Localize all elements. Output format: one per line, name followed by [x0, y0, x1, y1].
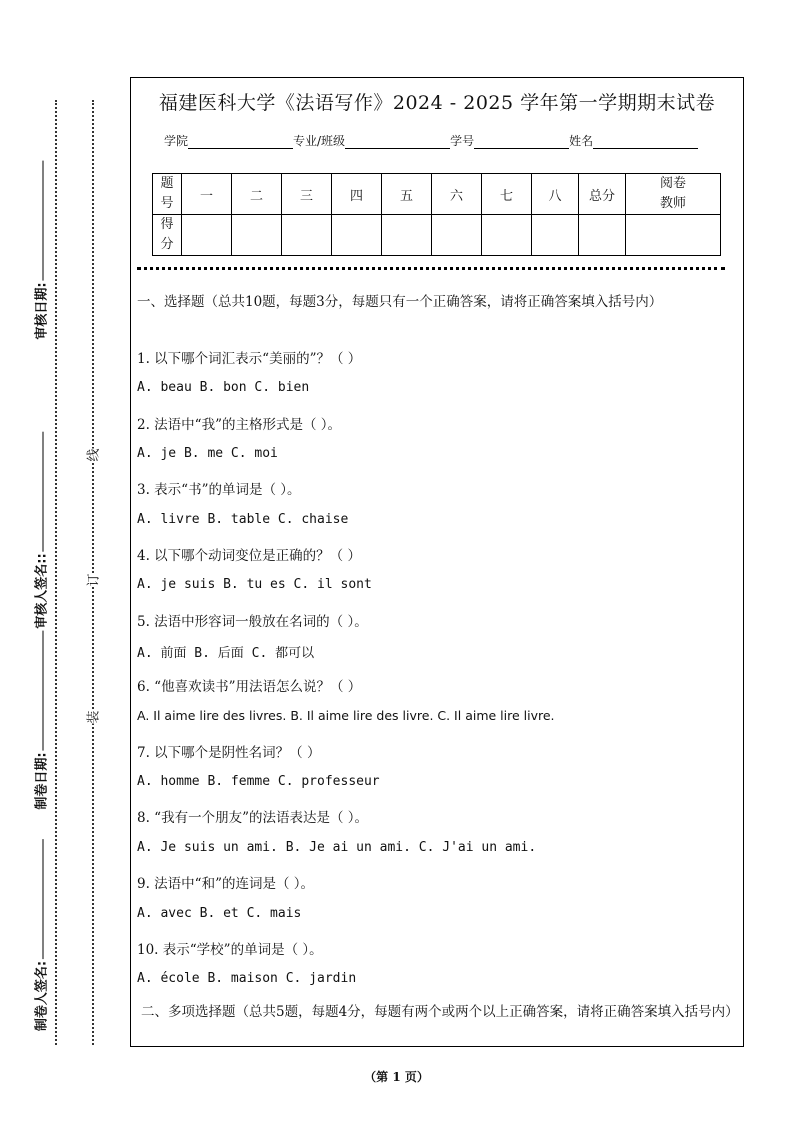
- reviewer-sign-label: 审核人签名::: [31, 429, 50, 630]
- options-8: A. Je suis un ami. B. Je ai un ami. C. J'ai un ami.: [137, 840, 537, 855]
- score-cell-8[interactable]: [532, 215, 579, 256]
- college-label: 学院: [164, 134, 189, 148]
- score-cell-total[interactable]: [579, 215, 626, 256]
- binding-mark-ding: 订: [81, 573, 104, 586]
- score-cell-7[interactable]: [482, 215, 532, 256]
- options-3: A. livre B. table C. chaise: [137, 512, 349, 527]
- col-2: 二: [232, 174, 282, 215]
- row-head-score: [153, 215, 182, 256]
- score-cell-2[interactable]: [232, 215, 282, 256]
- col-total: 总分: [579, 174, 626, 215]
- score-table-score-row: [153, 215, 721, 256]
- college-blank[interactable]: [188, 136, 293, 149]
- options-6: A. Il aime lire des livres. B. Il aime lire des livre. C. Il aime lire livre.: [137, 708, 555, 723]
- score-cell-1[interactable]: [182, 215, 232, 256]
- name-blank[interactable]: [593, 136, 698, 149]
- question-2: 2. 法语中“我”的主格形式是（ ）。: [137, 417, 342, 433]
- section2-heading: 二、多项选择题（总共5题，每题4分，每题有两个或两个以上正确答案，请将正确答案填入括号内）: [141, 1004, 739, 1020]
- col-4: 四: [332, 174, 382, 215]
- id-blank[interactable]: [474, 136, 569, 149]
- row-head-question-no: [153, 174, 182, 215]
- col-3: 三: [282, 174, 332, 215]
- exam-title: 福建医科大学《法语写作》2024 - 2025 学年第一学期期末试卷: [158, 92, 716, 114]
- col-7: 七: [482, 174, 532, 215]
- exam-frame: [130, 77, 744, 1047]
- score-cell-4[interactable]: [332, 215, 382, 256]
- options-10: A. école B. maison C. jardin: [137, 971, 357, 986]
- col-1: 一: [182, 174, 232, 215]
- binding-margin: [0, 0, 125, 1122]
- student-info-line: [164, 132, 698, 149]
- row-head-question-no-text: 题号: [160, 176, 174, 211]
- col-6: 六: [432, 174, 482, 215]
- col-grader: [626, 174, 721, 215]
- col-8: 八: [532, 174, 579, 215]
- question-3: 3. 表示“书”的单词是（ ）。: [137, 482, 301, 498]
- options-1: A. beau B. bon C. bien: [137, 380, 310, 395]
- score-cell-5[interactable]: [382, 215, 432, 256]
- score-cell-grader[interactable]: [626, 215, 721, 256]
- options-7: A. homme B. femme C. professeur: [137, 774, 380, 789]
- binding-dotted-line-outer: [55, 100, 57, 1045]
- binding-mark-zhuang: 装: [81, 710, 104, 723]
- options-9: A. avec B. et C. mais: [137, 906, 302, 921]
- major-label: 专业/班级: [293, 134, 346, 148]
- score-cell-3[interactable]: [282, 215, 332, 256]
- section-divider-dotted: [137, 267, 725, 270]
- col-grader-text: 阅卷教师: [659, 176, 686, 211]
- name-label: 姓名: [569, 134, 594, 148]
- section1-heading: 一、选择题（总共10题，每题3分，每题只有一个正确答案，请将正确答案填入括号内）: [137, 294, 663, 310]
- question-1: 1. 以下哪个词汇表示“美丽的”？（ ）: [137, 351, 362, 367]
- options-5: A. 前面 B. 后面 C. 都可以: [137, 646, 315, 661]
- options-4: A. je suis B. tu es C. il sont: [137, 577, 372, 592]
- make-date-label: 制卷日期:: [31, 628, 50, 811]
- score-cell-6[interactable]: [432, 215, 482, 256]
- question-7: 7. 以下哪个是阴性名词？（ ）: [137, 745, 321, 761]
- question-8: 8. “我有一个朋友”的法语表达是（ ）。: [137, 810, 369, 826]
- question-5: 5. 法语中形容词一般放在名词的（ ）。: [137, 614, 368, 630]
- question-9: 9. 法语中“和”的连词是（ ）。: [137, 876, 315, 892]
- maker-sign-label: 制卷人签名:: [31, 837, 50, 1033]
- options-2: A. je B. me C. moi: [137, 446, 278, 461]
- question-4: 4. 以下哪个动词变位是正确的？（ ）: [137, 548, 361, 564]
- question-10: 10. 表示“学校”的单词是（ ）。: [137, 942, 323, 958]
- major-blank[interactable]: [345, 136, 450, 149]
- row-head-score-text: 得分: [160, 217, 174, 252]
- review-date-label: 审核日期:: [31, 158, 50, 341]
- score-table: [152, 173, 721, 256]
- question-6: 6. “他喜欢读书”用法语怎么说？（ ）: [137, 679, 362, 695]
- id-label: 学号: [450, 134, 475, 148]
- page-number: （第 1 页）: [364, 1070, 429, 1084]
- col-5: 五: [382, 174, 432, 215]
- score-table-header-row: [153, 174, 721, 215]
- binding-mark-xian: 线: [81, 448, 104, 461]
